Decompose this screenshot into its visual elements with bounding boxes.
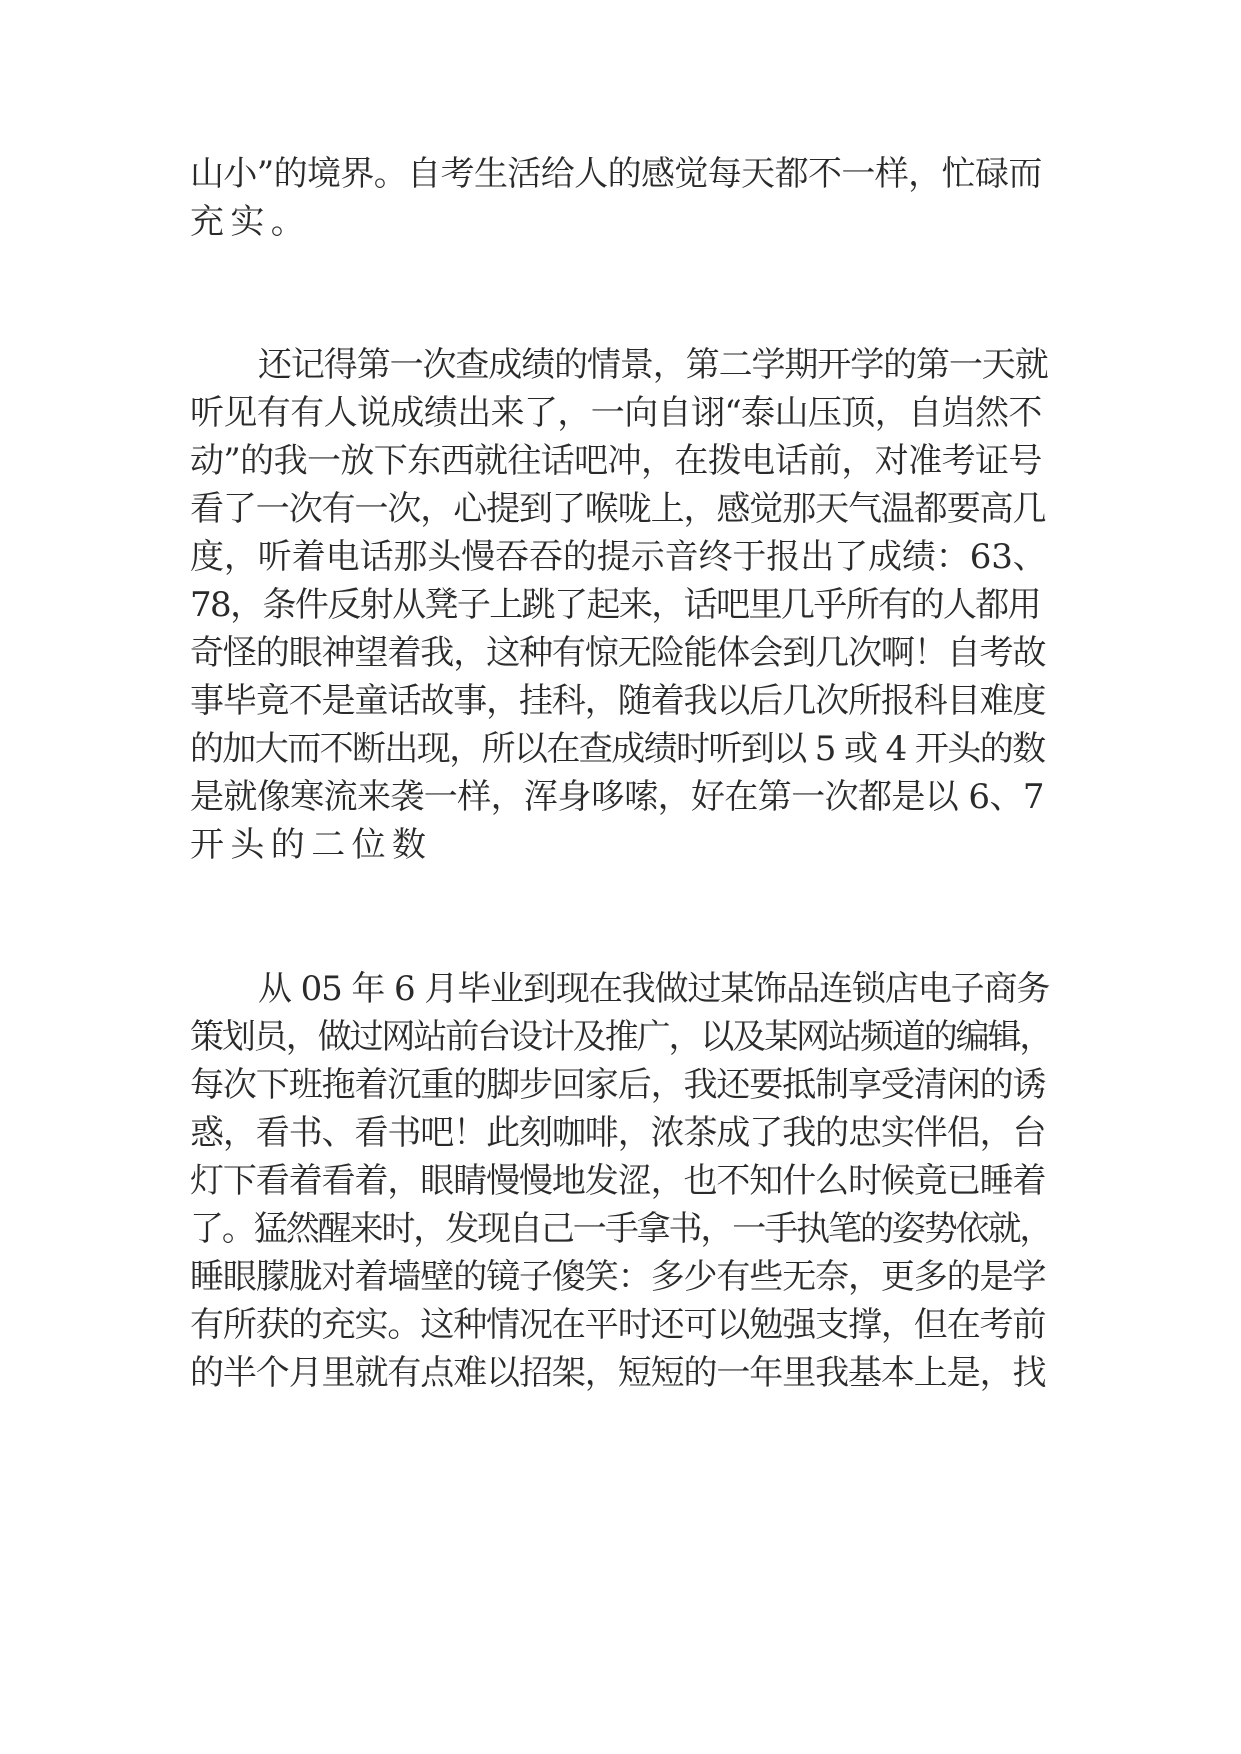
paragraph-line: 灯下看着看着，眼睛慢慢地发涩，也不知什么时候竟已睡着 xyxy=(190,1161,1046,1201)
paragraph-line: 78，条件反射从凳子上跳了起来，话吧里几乎所有的人都用 xyxy=(190,585,1041,625)
paragraph-line: 看了一次有一次，心提到了喉咙上，感觉那天气温都要高几 xyxy=(190,489,1046,529)
paragraph-line: 山小”的境界。自考生活给人的感觉每天都不一样，忙碌而 xyxy=(190,154,1042,194)
paragraph-line: 惑，看书、看书吧！此刻咖啡，浓茶成了我的忠实伴侣，台 xyxy=(190,1113,1046,1153)
paragraph-line: 有所获的充实。这种情况在平时还可以勉强支撑，但在考前 xyxy=(190,1305,1046,1345)
paragraph-line: 了。猛然醒来时，发现自己一手拿书，一手执笔的姿势依就， xyxy=(190,1209,1052,1249)
paragraph-line: 听见有有人说成绩出来了，一向自诩“泰山压顶，自岿然不 xyxy=(190,393,1042,433)
paragraph-line: 睡眼朦胧对着墙壁的镜子傻笑：多少有些无奈，更多的是学 xyxy=(190,1257,1046,1297)
paragraph-line: 动”的我一放下东西就往话吧冲，在拨电话前，对准考证号 xyxy=(190,441,1042,481)
paragraph-line: 还记得第一次查成绩的情景，第二学期开学的第一天就 xyxy=(258,345,1048,385)
paragraph-line: 充实。 xyxy=(190,202,312,242)
paragraph-line: 事毕竟不是童话故事，挂科，随着我以后几次所报科目难度 xyxy=(190,681,1046,721)
paragraph-line: 策划员，做过网站前台设计及推广，以及某网站频道的编辑， xyxy=(190,1017,1052,1057)
paragraph-line: 从 05 年 6 月毕业到现在我做过某饰品连锁店电子商务 xyxy=(258,969,1050,1009)
paragraph-line: 奇怪的眼神望着我，这种有惊无险能体会到几次啊！自考故 xyxy=(190,633,1046,673)
paragraph-line: 度，听着电话那头慢吞吞的提示音终于报出了成绩：63、 xyxy=(190,537,1047,577)
paragraph-line: 的加大而不断出现，所以在查成绩时听到以 5 或 4 开头的数 xyxy=(190,729,1045,769)
paragraph-line: 开头的二位数 xyxy=(190,825,433,865)
paragraph-line: 是就像寒流来袭一样，浑身哆嗦，好在第一次都是以 6、7 xyxy=(190,777,1044,817)
paragraph-line: 的半个月里就有点难以招架，短短的一年里我基本上是，找 xyxy=(190,1353,1046,1393)
paragraph-line: 每次下班拖着沉重的脚步回家后，我还要抵制享受清闲的诱 xyxy=(190,1065,1046,1105)
